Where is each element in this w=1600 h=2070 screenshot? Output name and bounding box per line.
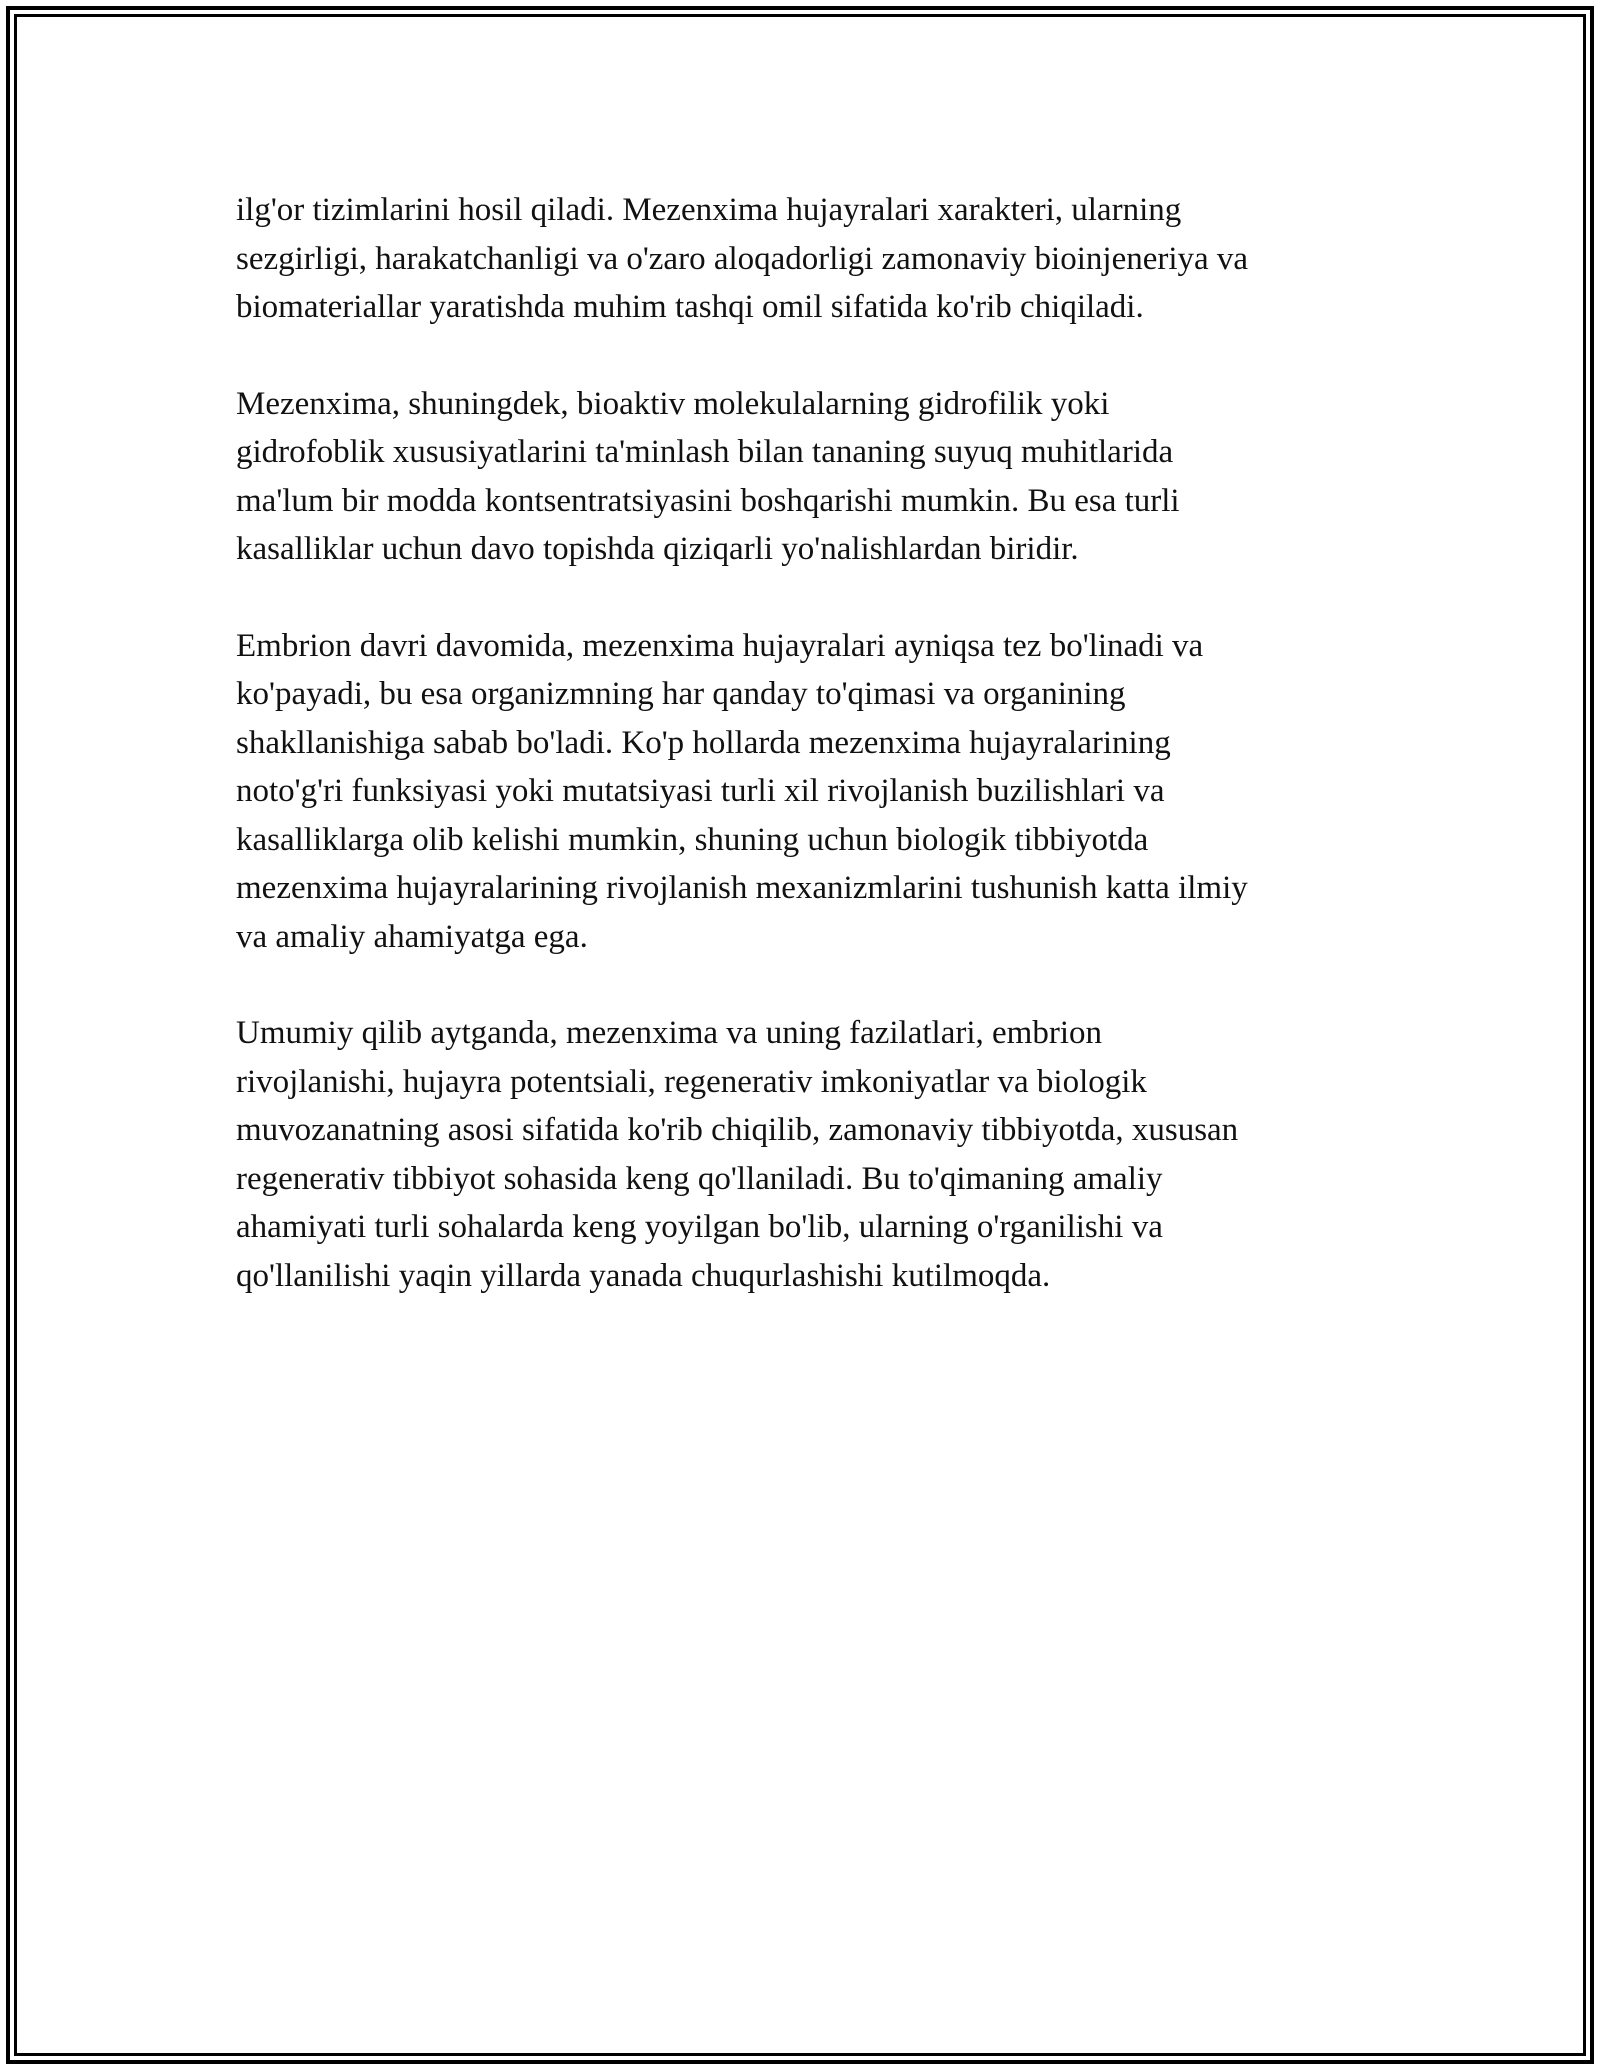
paragraph-2: Mezenxima, shuningdek, bioaktiv molekulalarning gidrofilik yoki gidrofoblik xususiyatlarini ta'minlash bilan tananing suyuq muhitlarida ma'lum bir modda kontsentratsiyasini boshqarishi mumkin. Bu esa turli kasalliklar uchun davo topishda qiziqarli yo'nalishlardan biridir. xyxy=(236,385,1180,567)
paragraph-4: Umumiy qilib aytganda, mezenxima va uning fazilatlari, embrion rivojlanishi, hujayra potentsiali, regenerativ imkoniyatlar va biologik muvozanatning asosi sifatida ko'rib chiqilib, zamonaviy tibbiyotda, xususan regenerativ tibbiyot sohasida keng qo'llaniladi. Bu to'qimaning amaliy ahamiyati turli sohalarda keng yoyilgan bo'lib, ularning o'rganilishi va qo'llanilishi yaqin yillarda yanada chuqurlashishi kutilmoqda. xyxy=(236,1015,1239,1294)
paragraph-3: Embrion davri davomida, mezenxima hujayralari ayniqsa tez bo'linadi va ko'payadi, bu esa organizmning har qanday to'qimasi va organining shakllanishiga sabab bo'ladi. Ko'p hollarda mezenxima hujayralarining noto'g'ri funksiyasi yoki mutatsiyasi turli xil rivojlanish buzilishlari va kasalliklarga olib kelishi mumkin, shuning uchun biologik tibbiyotda mezenxima hujayralarining rivojlanish mexanizmlarini tushunish katta ilmiy va amaliy ahamiyatga ega. xyxy=(236,627,1248,955)
paragraph-1: ilg'or tizimlarini hosil qiladi. Mezenxima hujayralari xarakteri, ularning sezgirligi, harakatchanligi va o'zaro aloqadorligi zamonaviy bioinjeneriya va biomateriallar yaratishda muhim tashqi omil sifatida ko'rib chiqiladi. xyxy=(236,192,1249,325)
document-body xyxy=(236,186,1366,1348)
